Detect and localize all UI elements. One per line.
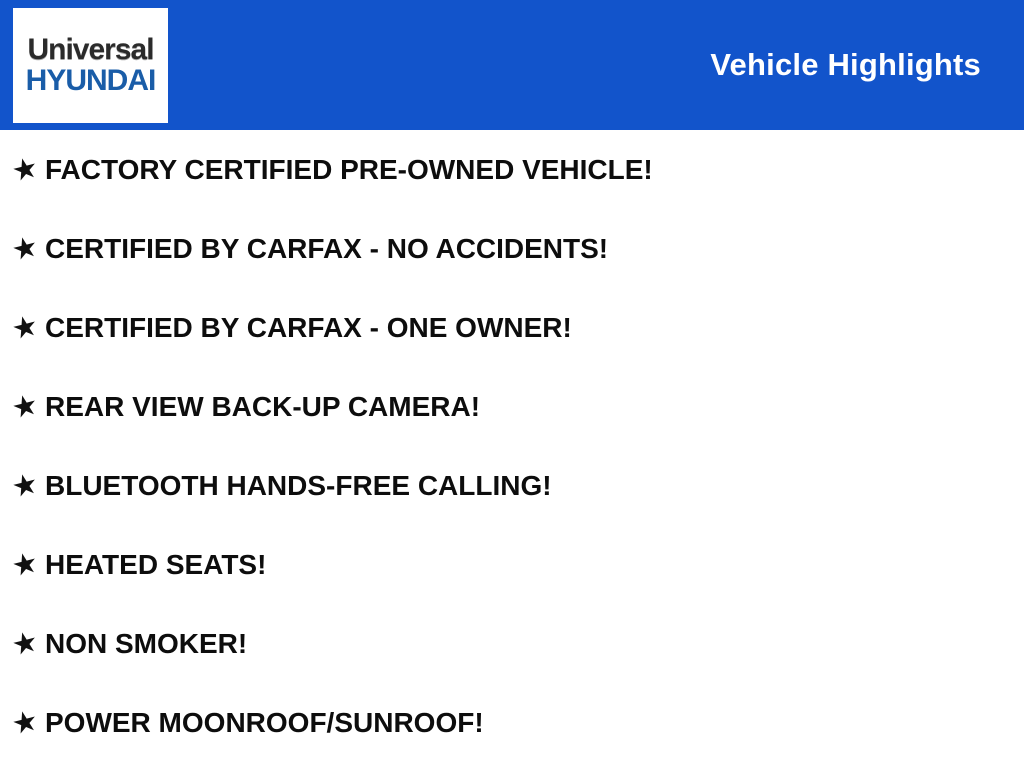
highlight-label: BLUETOOTH HANDS-FREE CALLING! — [45, 469, 552, 501]
highlight-label: FACTORY CERTIFIED PRE-OWNED VEHICLE! — [45, 153, 653, 185]
dealer-logo-name: Universal — [27, 32, 154, 66]
highlight-label: HEATED SEATS! — [45, 548, 267, 580]
list-item — [8, 446, 1024, 525]
highlight-label: CERTIFIED BY CARFAX - ONE OWNER! — [45, 311, 572, 343]
dealer-logo-brand: HYUNDAI — [25, 63, 156, 97]
list-item — [8, 683, 1024, 762]
star-icon: ★ — [8, 625, 42, 663]
star-icon: ★ — [8, 151, 42, 189]
star-icon: ★ — [8, 704, 42, 742]
highlight-label: POWER MOONROOF/SUNROOF! — [45, 706, 484, 738]
header-bar — [0, 0, 1024, 130]
highlight-label: REAR VIEW BACK-UP CAMERA! — [45, 390, 481, 422]
list-item — [8, 209, 1024, 288]
dealer-logo — [13, 8, 168, 123]
highlight-label: NON SMOKER! — [45, 627, 248, 659]
star-icon: ★ — [8, 309, 42, 347]
list-item — [8, 130, 1024, 209]
star-icon: ★ — [8, 388, 42, 426]
page-title: Vehicle Highlights — [710, 47, 981, 82]
star-icon: ★ — [8, 230, 42, 268]
list-item — [8, 604, 1024, 683]
list-item — [8, 288, 1024, 367]
highlight-label: CERTIFIED BY CARFAX - NO ACCIDENTS! — [45, 232, 609, 264]
list-item — [8, 367, 1024, 446]
list-item — [8, 525, 1024, 604]
star-icon: ★ — [8, 467, 42, 505]
star-icon: ★ — [8, 546, 42, 584]
highlights-list — [0, 130, 1024, 762]
